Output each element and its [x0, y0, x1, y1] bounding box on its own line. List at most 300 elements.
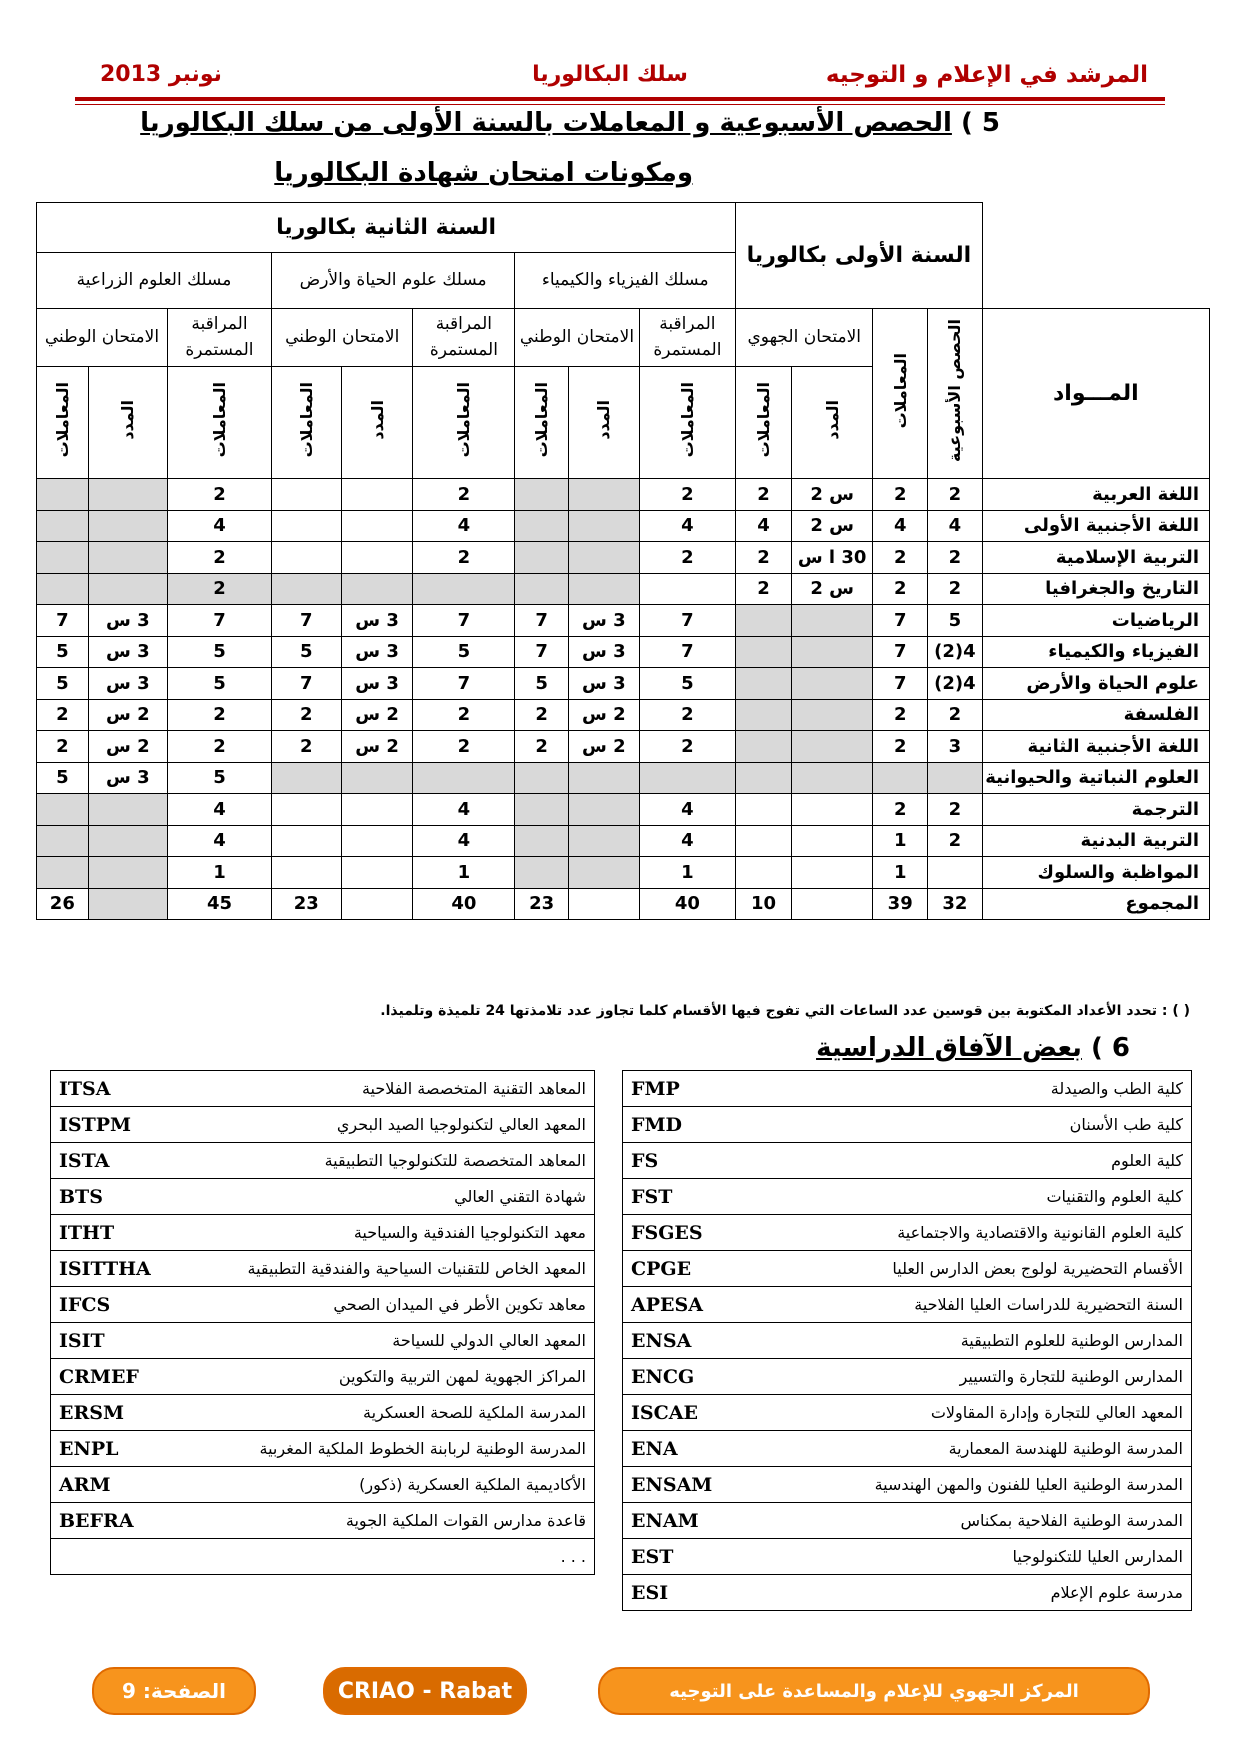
institution-abbr: APESA: [623, 1287, 738, 1323]
value-cell: [873, 762, 928, 794]
value-cell: 3 س: [88, 668, 167, 700]
institution-abbr: ISCAE: [623, 1395, 738, 1431]
value-cell: 1: [413, 857, 515, 889]
header-guide-title: المرشد في الإعلام و التوجيه: [825, 62, 1148, 88]
institution-abbr: ESI: [623, 1575, 738, 1611]
value-cell: 3 س: [568, 605, 639, 637]
value-cell: 7: [37, 605, 89, 637]
institution-abbr: IFCS: [51, 1287, 166, 1323]
list-item: [51, 1467, 595, 1503]
value-cell: 2: [167, 699, 271, 731]
value-cell: [791, 857, 872, 889]
subject-cell: علوم الحياة والأرض: [982, 668, 1209, 700]
value-cell: [736, 699, 792, 731]
value-cell: [791, 668, 872, 700]
value-cell: 4: [639, 510, 735, 542]
value-cell: 2: [639, 731, 735, 763]
list-item: [51, 1179, 595, 1215]
subject-cell: اللغة العربية: [982, 479, 1209, 511]
value-cell: 39: [873, 888, 928, 919]
subjects-header: المـــواد: [982, 309, 1209, 479]
agri-national-duration-header: المدد: [88, 367, 167, 479]
value-cell: 4: [167, 794, 271, 826]
value-cell: [515, 794, 569, 826]
value-cell: [515, 479, 569, 511]
agri-continuous-header: المراقبة المستمرة: [167, 309, 271, 367]
institution-name: مدرسة علوم الإعلام: [738, 1575, 1192, 1611]
value-cell: 5: [167, 668, 271, 700]
value-cell: [736, 825, 792, 857]
list-item: [623, 1071, 1192, 1107]
value-cell: 5: [515, 668, 569, 700]
table-row: [37, 605, 1210, 637]
value-cell: 23: [271, 888, 341, 919]
value-cell: 26: [37, 888, 89, 919]
value-cell: [88, 888, 167, 919]
value-cell: 2: [928, 479, 983, 511]
list-item: [51, 1107, 595, 1143]
table-row: [37, 479, 1210, 511]
value-cell: 2: [928, 542, 983, 574]
table-row: [37, 731, 1210, 763]
value-cell: 1: [167, 857, 271, 889]
institution-abbr: FSGES: [623, 1215, 738, 1251]
value-cell: 3 س: [341, 636, 413, 668]
value-cell: 7: [873, 605, 928, 637]
value-cell: 2: [639, 479, 735, 511]
value-cell: [37, 479, 89, 511]
value-cell: [639, 762, 735, 794]
agri-national-coef-header: المعاملات: [37, 367, 89, 479]
institution-name: المدرسة الوطنية الفلاحية بمكناس: [738, 1503, 1192, 1539]
value-cell: 32: [928, 888, 983, 919]
value-cell: [736, 668, 792, 700]
institution-name: كلية العلوم والتقنيات: [738, 1179, 1192, 1215]
value-cell: 1: [873, 857, 928, 889]
value-cell: 7: [639, 636, 735, 668]
value-cell: [271, 794, 341, 826]
institution-name: المدارس الوطنية للتجارة والتسيير: [738, 1359, 1192, 1395]
value-cell: [271, 573, 341, 605]
value-cell: 2: [167, 731, 271, 763]
value-cell: [88, 542, 167, 574]
value-cell: [791, 699, 872, 731]
institution-abbr: CPGE: [623, 1251, 738, 1287]
value-cell: س 2: [791, 573, 872, 605]
institution-name: المعهد العالي الدولي للسياحة: [166, 1323, 595, 1359]
value-cell: [341, 510, 413, 542]
value-cell: 5: [167, 636, 271, 668]
value-cell: [791, 794, 872, 826]
value-cell: [515, 510, 569, 542]
list-item: [623, 1431, 1192, 1467]
institution-abbr: FMP: [623, 1071, 738, 1107]
value-cell: [37, 542, 89, 574]
list-item: [51, 1503, 595, 1539]
value-cell: [271, 825, 341, 857]
pc-national-duration-header: المدد: [568, 367, 639, 479]
value-cell: 2: [873, 573, 928, 605]
institution-name: معاهد تكوين الأطر في الميدان الصحي: [166, 1287, 595, 1323]
value-cell: [568, 794, 639, 826]
value-cell: 5: [639, 668, 735, 700]
value-cell: [88, 573, 167, 605]
value-cell: 40: [639, 888, 735, 919]
institution-abbr: FS: [623, 1143, 738, 1179]
table-row: [37, 699, 1210, 731]
institution-abbr: ENAM: [623, 1503, 738, 1539]
value-cell: [88, 479, 167, 511]
value-cell: [639, 573, 735, 605]
value-cell: [736, 762, 792, 794]
value-cell: [791, 825, 872, 857]
table-row: [37, 857, 1210, 889]
track-pc-header: مسلك الفيزياء والكيمياء: [515, 253, 736, 309]
value-cell: 4: [413, 510, 515, 542]
value-cell: 7: [271, 605, 341, 637]
value-cell: [271, 857, 341, 889]
header-rule-thin: [75, 104, 1165, 105]
list-item: [623, 1179, 1192, 1215]
header-rule: [75, 97, 1165, 101]
value-cell: [568, 510, 639, 542]
value-cell: 3 س: [88, 762, 167, 794]
institution-name: كلية طب الأسنان: [738, 1107, 1192, 1143]
header-center-title: سلك البكالوريا: [532, 62, 688, 87]
table-row: [37, 668, 1210, 700]
institution-name: . . .: [166, 1539, 595, 1575]
section6-number: 6 ): [1090, 1033, 1130, 1063]
value-cell: 2: [873, 542, 928, 574]
value-cell: [271, 510, 341, 542]
weekly-hours-header: الحصص الأسبوعية: [928, 309, 983, 479]
value-cell: 7: [873, 668, 928, 700]
value-cell: [515, 762, 569, 794]
regional-coef-header: المعاملات: [736, 367, 792, 479]
institution-name: كلية العلوم: [738, 1143, 1192, 1179]
track-svt-header: مسلك علوم الحياة والأرض: [271, 253, 514, 309]
value-cell: 2: [928, 699, 983, 731]
institution-abbr: BTS: [51, 1179, 166, 1215]
value-cell: [568, 825, 639, 857]
value-cell: [341, 573, 413, 605]
list-item: [51, 1251, 595, 1287]
value-cell: 2: [37, 699, 89, 731]
regional-exam-header: الامتحان الجهوي: [736, 309, 873, 367]
list-item: [623, 1107, 1192, 1143]
value-cell: [791, 636, 872, 668]
list-item: [623, 1575, 1192, 1611]
institution-name: المدارس الوطنية للعلوم التطبيقية: [738, 1323, 1192, 1359]
value-cell: 2: [167, 479, 271, 511]
list-item: [51, 1143, 595, 1179]
value-cell: [413, 573, 515, 605]
subject-cell: اللغة الأجنبية الثانية: [982, 731, 1209, 763]
value-cell: [736, 731, 792, 763]
institution-abbr: EST: [623, 1539, 738, 1575]
value-cell: [271, 542, 341, 574]
value-cell: 2: [873, 479, 928, 511]
value-cell: [341, 825, 413, 857]
table-row: [37, 762, 1210, 794]
blank-cell: [982, 253, 1209, 309]
list-item: [51, 1395, 595, 1431]
regional-duration-header: المدد: [791, 367, 872, 479]
value-cell: 2: [928, 573, 983, 605]
value-cell: [88, 825, 167, 857]
value-cell: 45: [167, 888, 271, 919]
value-cell: 4: [413, 794, 515, 826]
value-cell: 7: [515, 605, 569, 637]
institution-name: المعهد العالي لتكنولوجيا الصيد البحري: [166, 1107, 595, 1143]
institution-abbr: ENSAM: [623, 1467, 738, 1503]
value-cell: 2: [515, 699, 569, 731]
subject-cell: التاريخ والجغرافيا: [982, 573, 1209, 605]
value-cell: 2: [639, 699, 735, 731]
value-cell: [88, 857, 167, 889]
value-cell: [736, 605, 792, 637]
value-cell: [736, 794, 792, 826]
list-item: [623, 1359, 1192, 1395]
institution-abbr: ISTPM: [51, 1107, 166, 1143]
value-cell: 4: [167, 510, 271, 542]
value-cell: 7: [271, 668, 341, 700]
footnote: ( ) : تحدد الأعداد المكتوبة بين قوسين عدد الساعات التي تفوج فيها الأقسام كلما تجاوز عدد تلامذتها 24 تلميذة وتلميذا.: [380, 1003, 1190, 1019]
value-cell: 4(2): [928, 636, 983, 668]
value-cell: [341, 542, 413, 574]
value-cell: 2: [167, 573, 271, 605]
value-cell: 30 ا س: [791, 542, 872, 574]
value-cell: 3 س: [341, 668, 413, 700]
subject-cell: اللغة الأجنبية الأولى: [982, 510, 1209, 542]
list-item: [623, 1503, 1192, 1539]
value-cell: 40: [413, 888, 515, 919]
institution-name: شهادة التقني العالي: [166, 1179, 595, 1215]
value-cell: [568, 542, 639, 574]
value-cell: 7: [413, 668, 515, 700]
subject-cell: التربية البدنية: [982, 825, 1209, 857]
institution-name: المدرسة الوطنية للهندسة المعمارية: [738, 1431, 1192, 1467]
value-cell: 7: [873, 636, 928, 668]
value-cell: [37, 857, 89, 889]
list-item: [51, 1539, 595, 1575]
value-cell: 3 س: [568, 636, 639, 668]
value-cell: [37, 825, 89, 857]
value-cell: [88, 794, 167, 826]
value-cell: 3 س: [88, 636, 167, 668]
value-cell: [568, 857, 639, 889]
value-cell: [341, 479, 413, 511]
value-cell: 7: [413, 605, 515, 637]
institution-name: قاعدة مدارس القوات الملكية الجوية: [166, 1503, 595, 1539]
track-agri-header: مسلك العلوم الزراعية: [37, 253, 272, 309]
value-cell: 7: [167, 605, 271, 637]
pc-national-coef-header: المعاملات: [515, 367, 569, 479]
institution-abbr: ENA: [623, 1431, 738, 1467]
svt-continuous-coef-header: المعاملات: [413, 367, 515, 479]
svt-continuous-header: المراقبة المستمرة: [413, 309, 515, 367]
value-cell: 2: [928, 825, 983, 857]
institution-abbr: ITSA: [51, 1071, 166, 1107]
svt-national-coef-header: المعاملات: [271, 367, 341, 479]
list-item: [623, 1539, 1192, 1575]
second-year-header: السنة الثانية بكالوريا: [37, 203, 736, 253]
horizons-table-right: [622, 1070, 1192, 1611]
value-cell: 2: [873, 699, 928, 731]
subject-cell: التربية الإسلامية: [982, 542, 1209, 574]
section5-title: [140, 108, 1000, 138]
value-cell: 2: [873, 731, 928, 763]
value-cell: 3 س: [88, 605, 167, 637]
first-year-header: السنة الأولى بكالوريا: [736, 203, 983, 309]
list-item: [51, 1359, 595, 1395]
footer-page-number: الصفحة: 9: [92, 1667, 256, 1715]
value-cell: 2: [413, 479, 515, 511]
value-cell: 4(2): [928, 668, 983, 700]
table-row: [37, 542, 1210, 574]
value-cell: 2: [928, 794, 983, 826]
value-cell: 1: [639, 857, 735, 889]
subject-cell: العلوم النباتية والحيوانية: [982, 762, 1209, 794]
value-cell: [37, 573, 89, 605]
value-cell: 4: [413, 825, 515, 857]
institution-name: المعاهد التقنية المتخصصة الفلاحية: [166, 1071, 595, 1107]
value-cell: [736, 636, 792, 668]
subject-cell: المجموع: [982, 888, 1209, 919]
value-cell: [88, 510, 167, 542]
value-cell: 7: [639, 605, 735, 637]
value-cell: 23: [515, 888, 569, 919]
subject-cell: الرياضيات: [982, 605, 1209, 637]
value-cell: 5: [167, 762, 271, 794]
table-row: [37, 636, 1210, 668]
value-cell: 5: [37, 762, 89, 794]
institution-name: كلية العلوم القانونية والاقتصادية والاجتماعية: [738, 1215, 1192, 1251]
list-item: [51, 1287, 595, 1323]
institution-abbr: ISITTHA: [51, 1251, 166, 1287]
value-cell: 4: [873, 510, 928, 542]
institution-abbr: ISTA: [51, 1143, 166, 1179]
value-cell: [271, 762, 341, 794]
institution-name: السنة التحضيرية للدراسات العليا الفلاحية: [738, 1287, 1192, 1323]
table-row: [37, 573, 1210, 605]
value-cell: 2: [639, 542, 735, 574]
list-item: [623, 1467, 1192, 1503]
value-cell: 2: [271, 699, 341, 731]
value-cell: [515, 825, 569, 857]
value-cell: [271, 479, 341, 511]
pc-national-header: الامتحان الوطني: [515, 309, 639, 367]
header-date: نونبر 2013: [100, 62, 222, 87]
value-cell: [341, 888, 413, 919]
institution-abbr: FST: [623, 1179, 738, 1215]
value-cell: س 2: [791, 510, 872, 542]
coefficients-table: [36, 202, 1210, 920]
value-cell: 3 س: [341, 605, 413, 637]
value-cell: [37, 794, 89, 826]
value-cell: [515, 857, 569, 889]
list-item: [51, 1215, 595, 1251]
value-cell: [928, 762, 983, 794]
subject-cell: الترجمة: [982, 794, 1209, 826]
value-cell: 7: [515, 636, 569, 668]
value-cell: 2 س: [341, 731, 413, 763]
list-item: [51, 1071, 595, 1107]
list-item: [623, 1395, 1192, 1431]
value-cell: [568, 888, 639, 919]
value-cell: 3: [928, 731, 983, 763]
value-cell: 2: [413, 731, 515, 763]
institution-name: المدرسة الوطنية لربابنة الخطوط الملكية المغربية: [166, 1431, 595, 1467]
value-cell: [791, 762, 872, 794]
section5-number: 5 ): [960, 108, 1000, 138]
list-item: [623, 1323, 1192, 1359]
value-cell: 2: [271, 731, 341, 763]
value-cell: [568, 479, 639, 511]
value-cell: [791, 888, 872, 919]
value-cell: 2 س: [341, 699, 413, 731]
list-item: [51, 1431, 595, 1467]
list-item: [51, 1323, 595, 1359]
coefficients-body: [37, 479, 1210, 920]
value-cell: [791, 605, 872, 637]
value-cell: [515, 573, 569, 605]
blank-cell: [982, 203, 1209, 253]
table-row: [37, 825, 1210, 857]
value-cell: 2 س: [568, 699, 639, 731]
list-item: [623, 1215, 1192, 1251]
subject-cell: الفلسفة: [982, 699, 1209, 731]
value-cell: 2: [413, 542, 515, 574]
value-cell: [341, 762, 413, 794]
value-cell: 5: [271, 636, 341, 668]
value-cell: [515, 542, 569, 574]
section6-title: [816, 1033, 1130, 1063]
institution-abbr: ISIT: [51, 1323, 166, 1359]
value-cell: 4: [639, 825, 735, 857]
table-row: [37, 794, 1210, 826]
value-cell: [341, 857, 413, 889]
institution-abbr: CRMEF: [51, 1359, 166, 1395]
value-cell: 2: [873, 794, 928, 826]
pc-continuous-coef-header: المعاملات: [639, 367, 735, 479]
value-cell: [37, 510, 89, 542]
list-item: [623, 1143, 1192, 1179]
value-cell: 4: [928, 510, 983, 542]
institution-abbr: ENCG: [623, 1359, 738, 1395]
value-cell: [413, 762, 515, 794]
horizons-table-left: [50, 1070, 595, 1575]
value-cell: [568, 573, 639, 605]
value-cell: [736, 857, 792, 889]
footer-criao: CRIAO - Rabat: [323, 1667, 527, 1715]
institution-name: المعهد الخاص للتقنيات السياحية والفندقية التطبيقية: [166, 1251, 595, 1287]
institution-abbr: ENSA: [623, 1323, 738, 1359]
value-cell: 1: [873, 825, 928, 857]
value-cell: 3 س: [568, 668, 639, 700]
value-cell: 4: [167, 825, 271, 857]
value-cell: 4: [736, 510, 792, 542]
institution-abbr: ITHT: [51, 1215, 166, 1251]
table-row: [37, 510, 1210, 542]
value-cell: 2 س: [88, 699, 167, 731]
institution-abbr: ENPL: [51, 1431, 166, 1467]
institution-name: المدرسة الملكية للصحة العسكرية: [166, 1395, 595, 1431]
footer-center-name: المركز الجهوي للإعلام والمساعدة على التوجيه: [598, 1667, 1150, 1715]
institution-name: معهد التكنولوجيا الفندقية والسياحية: [166, 1215, 595, 1251]
table-row: [37, 888, 1210, 919]
institution-name: الأقسام التحضيرية لولوج بعض الدارس العليا: [738, 1251, 1192, 1287]
